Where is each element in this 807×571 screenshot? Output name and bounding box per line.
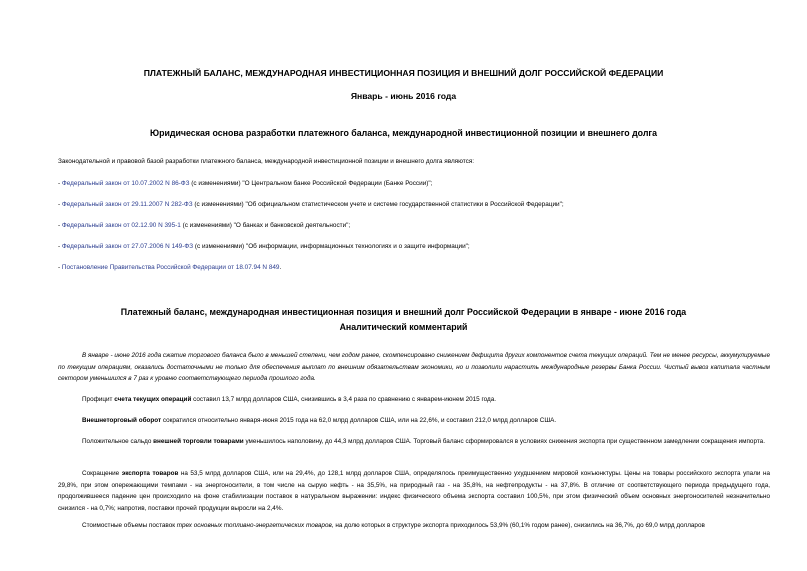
law-link[interactable]: Федеральный закон от 02.12.90 N 395-1 [61,222,181,229]
law-link[interactable]: Федеральный закон от 27.07.2006 N 149-ФЗ [61,243,194,250]
document-title: ПЛАТЕЖНЫЙ БАЛАНС, МЕЖДУНАРОДНАЯ ИНВЕСТИЦИОННАЯ ПОЗИЦИЯ И ВНЕШНИЙ ДОЛГ РОССИЙСКОЙ ФЕДЕРАЦИИ [143,68,664,78]
law-list-item: - Федеральный закон от 27.07.2006 N 149-ФЗ (с изменениями) "Об информации, информационных технологиях и о защите информации"; [58,243,470,250]
commentary-heading: Платежный баланс, международная инвестиционная позиция и внешний долг Российской Федерации в январе - июне 2016 года [120,307,687,317]
trade-turnover-paragraph: Внешнеторговый оборот сократился относительно января-июня 2015 года на 62,0 млрд долларов США, или на 22,6%, и составил 212,0 млрд долларов США. [82,417,557,424]
exports-paragraph: Сокращение экспорта товаров на 53,5 млрд долларов США, или на 29,4%, до 128,1 млрд долларов США, определялось преимущественно ухудшением мировой конъюнктуры. Цены на товары российского экспорта упали на 29,8%, при этом опережающими темпами - на энергоносители, в том числе на сырую нефть - на 35,5%, на природный газ - на 35,8%, на нефтепродукты - на 37,8%. В отличие от соответствующего периода предыдущего года, продолжившееся падение цен происходило на фоне стабилизации поставок в натуральном выражении: индекс физического объема экспорта составил 100,5%, при этом физический объем основных энергоносителей незначительно снизился - на 0,7%; напротив, поставки прочей продукции выросли на 2,4%. [58,470,770,512]
legal-basis-heading: Юридическая основа разработки платежного баланса, международной инвестиционной позиции и внешнего долга [150,128,657,138]
law-list-item: - Федеральный закон от 02.12.90 N 395-1 (с изменениями) "О банках и банковской деятельности"; [58,222,351,229]
law-link[interactable]: Постановление Правительства Российской Федерации от 18.07.94 N 849 [61,264,280,271]
legal-basis-intro: Законодательной и правовой базой разработки платежного баланса, международной инвестиционной позиции и внешнего долга являются: [58,158,475,165]
commentary-subheading: Аналитический комментарий [339,322,468,332]
law-list-item: - Постановление Правительства Российской Федерации от 18.07.94 N 849. [58,264,282,271]
summary-paragraph: В январе - июне 2016 года сжатие торгового баланса было в меньшей степени, чем годом ранее, скомпенсировано снижением дефицита других компонентов счета текущих операций. Тем не менее ресурсы, аккумулируемые по текущим операциям, оказались достаточными не только для обеспечения выплат по внешним обязательствам экономики, но и позволили нарастить международные резервы Банка России. Чистый вывоз капитала частным сектором уменьшился в 7 раз к уровню соответствующего периода прошлого года. [58,352,770,382]
law-link[interactable]: Федеральный закон от 10.07.2002 N 86-ФЗ [61,180,190,187]
law-list-item: - Федеральный закон от 10.07.2002 N 86-ФЗ (с изменениями) "О Центральном банке Российской Федерации (Банке России)"; [58,180,433,187]
current-account-paragraph: Профицит счета текущих операций составил 13,7 млрд долларов США, снизившись в 3,4 раза по сравнению с январем-июнем 2015 года. [82,396,497,403]
energy-exports-paragraph: Стоимостные объемы поставок трех основных топливно-энергетических товаров, на долю которых в структуре экспорта приходилось 53,9% (60,1% годом ранее), снизились на 36,7%, до 69,0 млрд долларов [82,522,705,529]
law-list-item: - Федеральный закон от 29.11.2007 N 282-ФЗ (с изменениями) "Об официальном статистическом учете и системе государственной статистики в Российской Федерации"; [58,201,564,208]
document-period: Январь - июнь 2016 года [350,91,457,101]
law-link[interactable]: Федеральный закон от 29.11.2007 N 282-ФЗ [61,201,193,208]
trade-balance-paragraph: Положительное сальдо внешней торговли товарами уменьшилось наполовину, до 44,3 млрд долларов США. Торговый баланс сформировался в условиях снижения экспорта при существенном замедлении сокращения импорта. [82,438,765,445]
